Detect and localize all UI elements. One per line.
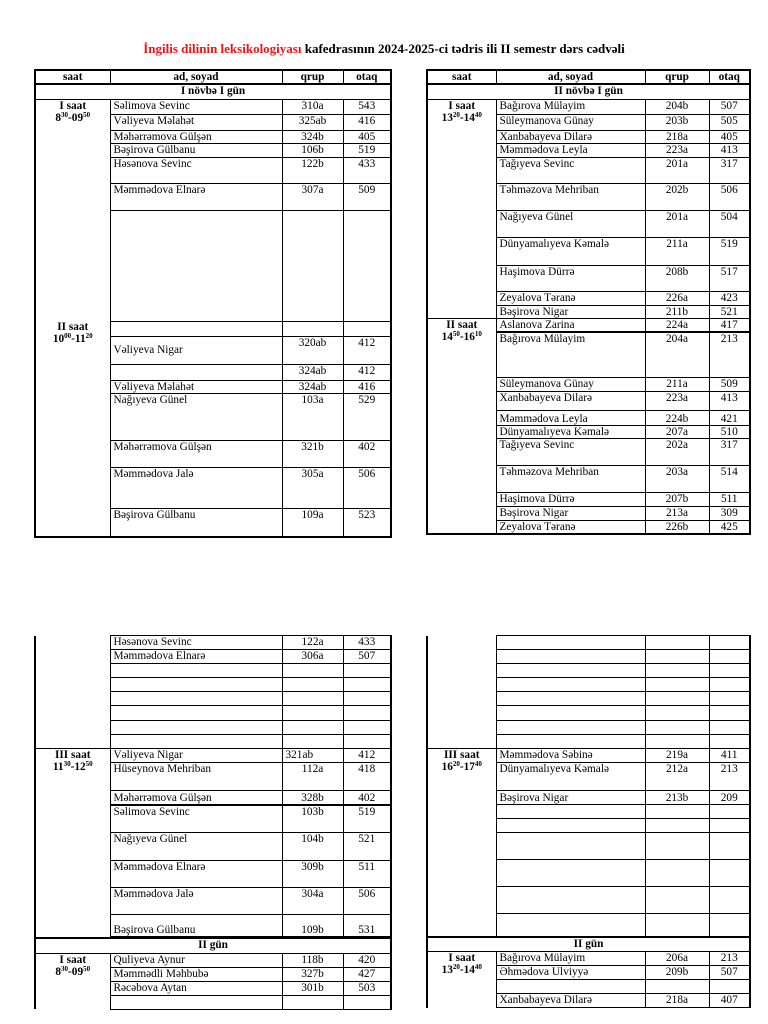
group-code: 301b [282, 981, 343, 995]
group-code: 324ab [282, 380, 343, 393]
room-number: 413 [709, 391, 750, 410]
group-code: 306a [282, 650, 343, 664]
table-row [35, 749, 391, 763]
teacher-name: Vəliyeva Nigar [110, 336, 282, 364]
room-number: 519 [343, 143, 391, 157]
group-code: 307a [282, 183, 343, 210]
teacher-name: Dünyamalıyeva Kəmalə [496, 425, 645, 438]
teacher-name: Xanbabayeva Dilarə [496, 130, 645, 143]
group-code: 219a [645, 749, 709, 763]
room-number: 420 [343, 953, 391, 967]
section-row [427, 84, 750, 99]
teacher-name: Təhməzova Mehriban [496, 465, 645, 492]
header-name: ad, soyad [110, 70, 282, 84]
room-number: 402 [343, 440, 391, 467]
group-code: 207a [645, 425, 709, 438]
group-code: 203a [645, 465, 709, 492]
group-code: 309b [282, 861, 343, 888]
table-row-empty [427, 636, 750, 650]
header-row [35, 70, 391, 84]
room-number: 507 [709, 966, 750, 980]
teacher-name: Tağıyeva Sevinc [496, 157, 645, 183]
time-slot: II saat $14^{50}-16^{10}$ [427, 318, 496, 534]
table-row [427, 749, 750, 763]
room-number: 433 [343, 636, 391, 650]
time-slot: III saat $11^{30}-12^{50}$ [35, 749, 110, 939]
room-number: 519 [709, 237, 750, 265]
table-row [35, 99, 391, 114]
room-number: 209 [709, 791, 750, 805]
room-number: 506 [343, 888, 391, 915]
time-slot: III saat $16^{20}-17^{40}$ [427, 749, 496, 937]
room-number: 523 [343, 508, 391, 537]
room-number: 521 [709, 305, 750, 318]
group-code: 213b [645, 791, 709, 805]
group-code: 218a [645, 994, 709, 1008]
teacher-name: Süleymanova Günay [496, 114, 645, 130]
group-code: 213a [645, 506, 709, 520]
group-code: 104b [282, 833, 343, 861]
room-number: 509 [343, 183, 391, 210]
section-title: II gün [427, 937, 750, 952]
group-code: 211a [645, 237, 709, 265]
teacher-name: Bağırova Mülayim [496, 99, 645, 114]
group-code: 122a [282, 636, 343, 650]
time-slot: I saat $13^{20}-14^{40}$ [427, 952, 496, 1008]
teacher-name: Bağırova Mülayim [496, 952, 645, 966]
teacher-name: Məhərrəmova Gülşən [110, 130, 282, 143]
teacher-name: Həsənova Sevinc [110, 636, 282, 650]
teacher-name: Rəcəbova Aytan [110, 981, 282, 995]
group-code: 201a [645, 157, 709, 183]
group-code: 201a [645, 210, 709, 237]
group-code: 103a [282, 393, 343, 440]
group-code: 321ab [282, 749, 343, 763]
teacher-name: Quliyeva Aynur [110, 953, 282, 967]
teacher-name: Bəşirova Gülbanu [110, 143, 282, 157]
group-code: 202a [645, 438, 709, 465]
group-code: 203b [645, 114, 709, 130]
room-number: 433 [343, 157, 391, 183]
title-rest: kafedrasının 2024-2025-ci tədris ili II semestr dərs cədvəli [301, 41, 625, 56]
room-number: 317 [709, 157, 750, 183]
room-number: 423 [709, 291, 750, 305]
room-number: 402 [343, 791, 391, 805]
group-code: 109a [282, 508, 343, 537]
room-number: 507 [343, 650, 391, 664]
time-slot: I saat $8^{30}-09^{50}$ [35, 99, 110, 321]
group-code: 320ab [282, 336, 343, 364]
header-name: ad, soyad [496, 70, 645, 84]
group-code: 305a [282, 467, 343, 508]
header-saat: saat [35, 70, 110, 84]
teacher-name: Hüseynova Mehriban [110, 763, 282, 791]
teacher-name: Xanbabayeva Dilarə [496, 994, 645, 1008]
room-number: 425 [709, 520, 750, 534]
room-number: 213 [709, 763, 750, 791]
table-row-empty [35, 321, 391, 336]
header-group: qrup [645, 70, 709, 84]
teacher-name: Vəliyeva Məlahət [110, 380, 282, 393]
teacher-name: Bəşirova Nigar [496, 506, 645, 520]
teacher-name: Haşimova Dürrə [496, 492, 645, 506]
teacher-name: Səlimova Sevinc [110, 805, 282, 833]
schedule-table-top-left [34, 69, 392, 538]
room-number: 213 [709, 332, 750, 377]
room-number: 543 [343, 99, 391, 114]
room-number: 411 [709, 749, 750, 763]
group-code: 224b [645, 410, 709, 425]
header-saat: saat [427, 70, 496, 84]
teacher-name: Bəşirova Gülbanu [110, 508, 282, 537]
teacher-name: Vəliyeva Məlahət [110, 114, 282, 130]
schedule-table-top-right [426, 69, 751, 535]
teacher-name: Məhərrəmova Gülşən [110, 440, 282, 467]
group-code: 112a [282, 763, 343, 791]
table-row [35, 636, 391, 650]
section-title: II növbə I gün [427, 84, 750, 99]
group-code: 223a [645, 143, 709, 157]
room-number: 506 [343, 467, 391, 508]
teacher-name: Nağıyeva Günel [110, 393, 282, 440]
teacher-name: Məmmədova Elnarə [110, 650, 282, 664]
group-code: 328b [282, 791, 343, 805]
teacher-name: Zeyalova Təranə [496, 291, 645, 305]
teacher-name: Məmmədova Jalə [110, 888, 282, 915]
table-row [427, 99, 750, 114]
group-code: 224a [645, 318, 709, 332]
group-code: 226a [645, 291, 709, 305]
teacher-name: Süleymanova Günay [496, 377, 645, 391]
room-number: 507 [709, 99, 750, 114]
group-code: 324ab [282, 364, 343, 380]
teacher-name: Məmmədli Məhbubə [110, 967, 282, 981]
group-code: 204b [645, 99, 709, 114]
schedule-table-bottom-right [426, 635, 751, 1008]
room-number: 511 [343, 861, 391, 888]
room-number: 503 [343, 981, 391, 995]
table-row [427, 952, 750, 966]
group-code: 122b [282, 157, 343, 183]
header-room: otaq [709, 70, 750, 84]
room-number: 309 [709, 506, 750, 520]
room-number: 505 [709, 114, 750, 130]
room-number: 517 [709, 265, 750, 291]
teacher-name: Əhmədova Ulviyyə [496, 966, 645, 980]
section-title: I növbə I gün [35, 84, 391, 99]
teacher-name: Məmmədova Səbinə [496, 749, 645, 763]
group-code: 211a [645, 377, 709, 391]
teacher-name: Məmmədova Elnarə [110, 183, 282, 210]
group-code: 223a [645, 391, 709, 410]
group-code: 209b [645, 966, 709, 980]
group-code: 109b [282, 915, 343, 937]
room-number: 421 [709, 410, 750, 425]
group-code: 211b [645, 305, 709, 318]
room-number: 510 [709, 425, 750, 438]
teacher-name: Həsənova Sevinc [110, 157, 282, 183]
room-number: 412 [343, 336, 391, 364]
group-code: 304a [282, 888, 343, 915]
room-number: 413 [709, 143, 750, 157]
room-number: 416 [343, 114, 391, 130]
teacher-name: Məmmədova Elnarə [110, 861, 282, 888]
teacher-name: Bəşirova Nigar [496, 305, 645, 318]
teacher-name: Xanbabayeva Dilarə [496, 391, 645, 410]
teacher-name: Nağıyeva Günel [110, 833, 282, 861]
room-number: 417 [709, 318, 750, 332]
group-code: 207b [645, 492, 709, 506]
teacher-name: Məhərrəmova Gülşən [110, 791, 282, 805]
teacher-name: Aslanova Zarina [496, 318, 645, 332]
room-number: 504 [709, 210, 750, 237]
table-row [427, 318, 750, 332]
teacher-name: Səlimova Sevinc [110, 99, 282, 114]
page-title [0, 41, 768, 57]
header-group: qrup [282, 70, 343, 84]
room-number: 412 [343, 749, 391, 763]
group-code: 118b [282, 953, 343, 967]
header-room: otaq [343, 70, 391, 84]
room-number: 427 [343, 967, 391, 981]
room-number: 521 [343, 833, 391, 861]
teacher-name: Bağırova Mülayim [496, 332, 645, 377]
group-code: 212a [645, 763, 709, 791]
schedule-table-bottom-left [34, 635, 392, 1010]
teacher-name: Dünyamalıyeva Kəmalə [496, 763, 645, 791]
room-number: 416 [343, 380, 391, 393]
room-number: 418 [343, 763, 391, 791]
teacher-name: Təhməzova Mehriban [496, 183, 645, 210]
time-slot: I saat $13^{20}-14^{40}$ [427, 99, 496, 318]
group-code: 106b [282, 143, 343, 157]
group-code: 202b [645, 183, 709, 210]
group-code: 321b [282, 440, 343, 467]
room-number: 529 [343, 393, 391, 440]
teacher-name: Məmmədova Leyla [496, 143, 645, 157]
time-slot: I saat $8^{30}-09^{50}$ [35, 953, 110, 1009]
group-code: 204a [645, 332, 709, 377]
teacher-name: Dünyamalıyeva Kəmalə [496, 237, 645, 265]
title-highlight: İngilis dilinin leksikologiyası [143, 41, 302, 56]
teacher-name: Haşimova Dürrə [496, 265, 645, 291]
time-slot-blank [427, 636, 496, 749]
teacher-name: Məmmədova Jalə [110, 467, 282, 508]
room-number: 506 [709, 183, 750, 210]
room-number: 407 [709, 994, 750, 1008]
teacher-name: Zeyalova Təranə [496, 520, 645, 534]
teacher-name: Məmmədova Leyla [496, 410, 645, 425]
header-row [427, 70, 750, 84]
room-number: 509 [709, 377, 750, 391]
section-row [35, 84, 391, 99]
teacher-name: Bəşirova Gülbanu [110, 915, 282, 937]
room-number: 519 [343, 805, 391, 833]
teacher-name [110, 364, 282, 380]
time-slot: II saat $10^{00}-11^{20}$ [35, 321, 110, 537]
room-number: 213 [709, 952, 750, 966]
time-slot-blank [35, 636, 110, 749]
group-code: 218a [645, 130, 709, 143]
teacher-name: Tağıyeva Sevinc [496, 438, 645, 465]
room-number: 412 [343, 364, 391, 380]
table-row [35, 953, 391, 967]
group-code: 103b [282, 805, 343, 833]
room-number: 511 [709, 492, 750, 506]
section-row [35, 938, 391, 953]
room-number: 405 [709, 130, 750, 143]
group-code: 206a [645, 952, 709, 966]
group-code: 325ab [282, 114, 343, 130]
group-code: 310a [282, 99, 343, 114]
room-number: 405 [343, 130, 391, 143]
teacher-name: Bəşirova Nigar [496, 791, 645, 805]
room-number: 514 [709, 465, 750, 492]
teacher-name: Vəliyeva Nigar [110, 749, 282, 763]
group-code: 324b [282, 130, 343, 143]
teacher-name: Nağıyeva Günel [496, 210, 645, 237]
section-title: II gün [35, 938, 391, 953]
group-code: 226b [645, 520, 709, 534]
group-code: 208b [645, 265, 709, 291]
room-number: 317 [709, 438, 750, 465]
room-number: 531 [343, 915, 391, 937]
section-row [427, 937, 750, 952]
group-code: 327b [282, 967, 343, 981]
